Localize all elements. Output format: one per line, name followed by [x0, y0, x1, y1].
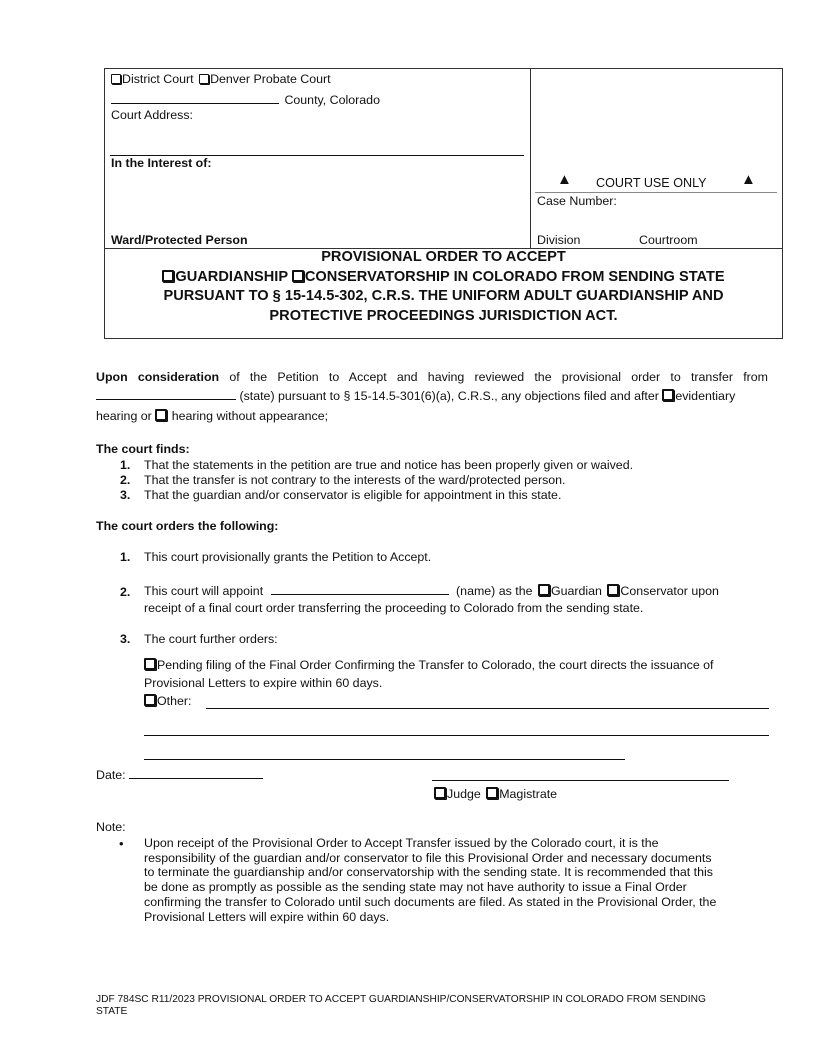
pending-line-2: Provisional Letters to expire within 60 days.	[144, 676, 383, 690]
order-2-line-2: receipt of a final court order transferring the proceeding to Colorado from the sending state.	[144, 601, 644, 615]
note-bullet: •	[119, 836, 124, 851]
magistrate-checkbox[interactable]	[486, 787, 498, 799]
pending-line-1	[144, 658, 714, 672]
finding-text: That the statements in the petition are true and notice has been properly given or waived.	[144, 458, 634, 472]
date-label: Date:	[96, 768, 126, 782]
intro-lead: Upon consideration	[96, 370, 220, 384]
note-line: confirming the transfer to Colorado until such documents are filed. As stated in the Provisional Order, the	[144, 894, 717, 909]
triangle-right-icon: ▲	[741, 171, 756, 188]
intro-line-1	[96, 370, 768, 384]
ward-label: Ward/Protected Person	[111, 233, 248, 247]
appointee-name-blank[interactable]	[271, 584, 449, 595]
note-line: Upon receipt of the Provisional Order to Accept Transfer issued by the Colorado court, it is the	[144, 836, 659, 850]
orders-heading: The court orders the following:	[96, 519, 279, 533]
in-interest-label: In the Interest of:	[111, 156, 212, 170]
other-label: Other:	[157, 694, 192, 708]
order-2-line-1	[144, 584, 768, 598]
division-label: Division	[537, 233, 581, 247]
intro-line-2	[96, 389, 776, 403]
county-label: County, Colorado	[284, 93, 380, 107]
district-court-label: District Court	[122, 72, 194, 86]
magistrate-label: Magistrate	[499, 787, 558, 801]
order-1-text: This court provisionally grants the Petition to Accept.	[144, 550, 432, 564]
order-number: 2.	[120, 585, 131, 599]
title-line-2	[104, 268, 783, 288]
note-line: to terminate the guardianship and/or conservatorship with the sending state. It is recommended that this	[144, 865, 713, 880]
intro-text-1: of the Petition to Accept and having reviewed the provisional order to transfer from	[229, 370, 768, 384]
order-2-text-a: This court will appoint	[144, 584, 264, 598]
footer-line-2: STATE	[96, 1006, 128, 1017]
without-appearance-label: hearing without appearance;	[171, 409, 329, 423]
guardian-checkbox[interactable]	[538, 584, 550, 596]
county-row	[111, 92, 380, 107]
hearing-or: hearing or	[96, 409, 152, 423]
other-line-3[interactable]	[144, 759, 625, 760]
state-blank[interactable]	[96, 389, 236, 400]
court-use-only: COURT USE ONLY	[596, 176, 707, 190]
order-number: 1.	[120, 550, 131, 564]
footer-line-1: JDF 784SC R11/2023 PROVISIONAL ORDER TO ACCEPT GUARDIANSHIP/CONSERVATORSHIP IN COLORADO FROM SENDING	[96, 994, 706, 1005]
other-line-1[interactable]	[206, 708, 769, 709]
finding-text: That the guardian and/or conservator is eligible for appointment in this state.	[144, 488, 562, 502]
judge-label: Judge	[447, 787, 481, 801]
order-3-text: The court further orders:	[144, 632, 278, 646]
court-address-label: Court Address:	[111, 108, 193, 122]
title-line-3: PURSUANT TO § 15-14.5-302, C.R.S. THE UNIFORM ADULT GUARDIANSHIP AND	[163, 288, 724, 304]
intro-text-2: (state) pursuant to § 15-14.5-301(6)(a), C.R.S., any objections filed and after	[239, 389, 659, 403]
title-conservatorship: CONSERVATORSHIP IN COLORADO FROM SENDING STATE	[304, 268, 725, 285]
note-body	[144, 836, 768, 924]
conservator-label: Conservator upon	[620, 584, 719, 598]
denver-probate-label: Denver Probate Court	[210, 72, 331, 86]
finding-number: 1.	[120, 458, 131, 472]
order-number: 3.	[120, 632, 131, 646]
guardian-label: Guardian	[550, 584, 602, 598]
conservator-checkbox[interactable]	[607, 584, 619, 596]
courtroom-label: Courtroom	[639, 233, 698, 247]
note-line: responsibility of the guardian and/or conservator to file this Provisional Order and necessary documents	[144, 850, 712, 865]
other-row	[144, 694, 191, 708]
note-label: Note:	[96, 820, 126, 834]
judicial-officer-row	[434, 787, 557, 801]
signature-line[interactable]	[432, 780, 729, 781]
conservatorship-title-checkbox[interactable]	[292, 270, 304, 282]
case-number-label: Case Number:	[537, 194, 617, 208]
without-appearance-checkbox[interactable]	[155, 409, 167, 421]
evidentiary-checkbox[interactable]	[662, 389, 674, 401]
finding-number: 3.	[120, 488, 131, 502]
other-checkbox[interactable]	[144, 694, 156, 706]
document-title	[104, 248, 783, 326]
date-row	[96, 768, 263, 782]
finding-text: That the transfer is not contrary to the interests of the ward/protected person.	[144, 473, 566, 487]
pending-text: Pending filing of the Final Order Confirming the Transfer to Colorado, the court directs the issuance of	[157, 658, 714, 672]
court-use-line	[535, 192, 777, 193]
caption-divider-vertical	[530, 68, 531, 248]
title-guardianship: GUARDIANSHIP	[175, 268, 288, 285]
court-type-row	[111, 72, 331, 86]
denver-probate-checkbox[interactable]	[199, 74, 209, 84]
judge-checkbox[interactable]	[434, 787, 446, 799]
guardianship-title-checkbox[interactable]	[162, 270, 174, 282]
note-line: be done as promptly as possible as the sending state may not have authority to issue a Final Order	[144, 880, 687, 895]
pending-checkbox[interactable]	[144, 658, 156, 670]
title-line-1: PROVISIONAL ORDER TO ACCEPT	[321, 249, 566, 265]
district-court-checkbox[interactable]	[111, 74, 121, 84]
evidentiary-label: evidentiary	[675, 389, 736, 403]
date-blank[interactable]	[129, 768, 263, 779]
form-footer	[96, 994, 706, 1018]
findings-heading: The court finds:	[96, 442, 190, 456]
triangle-left-icon: ▲	[557, 171, 572, 188]
note-line: Provisional Letters will expire within 60 days.	[144, 909, 390, 924]
other-line-2[interactable]	[144, 735, 769, 736]
order-2-name-label: (name) as the	[456, 584, 533, 598]
finding-number: 2.	[120, 473, 131, 487]
county-blank[interactable]	[111, 92, 279, 104]
intro-line-3	[96, 409, 328, 423]
title-line-4: PROTECTIVE PROCEEDINGS JURISDICTION ACT.	[269, 307, 618, 324]
